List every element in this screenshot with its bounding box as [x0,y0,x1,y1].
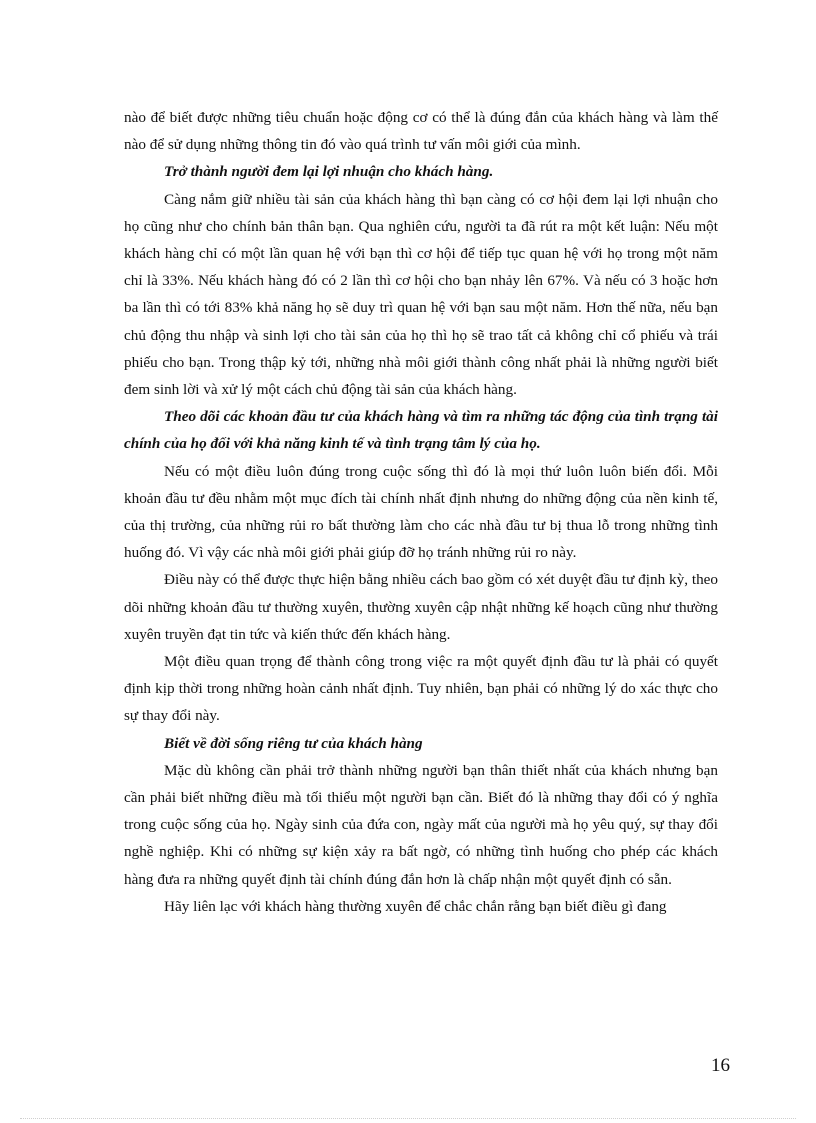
section-heading-monitor-investments: Theo dõi các khoản đầu tư của khách hàng và tìm ra những tác động của tình trạng tài chính của họ đối với khả năng kinh tế và tình trạng tâm lý của họ. [124,408,718,453]
section-heading-profit: Trở thành người đem lại lợi nhuận cho khách hàng. [164,163,494,181]
paragraph-10: Hãy liên lạc với khách hàng thường xuyên để chắc chắn rằng bạn biết điều gì đang [164,897,667,915]
page-bottom-divider [20,1118,796,1119]
body-text [124,104,718,920]
page-number: 16 [711,1055,730,1076]
paragraph-3: Càng nắm giữ nhiều tài sản của khách hàng thì bạn càng có cơ hội đem lại lợi nhuận cho họ cũng như cho chính bản thân bạn. Qua nghiên cứu, người ta đã rút ra một kết luận: Nếu một khách hàng chỉ có một lần quan hệ với bạn thì cơ hội để tiếp tục quan hệ với họ trong một năm chỉ là 33%. Nếu khách hàng đó có 2 lần thì cơ hội cho bạn nhảy lên 67%. Và nếu có 3 hoặc hơn ba lần thì có tới 83% khả năng họ sẽ duy trì quan hệ với bạn sau một năm. Hơn thế nữa, nếu bạn chủ động thu nhập và sinh lợi cho tài sản của họ thì họ sẽ trao tất cả không chỉ cổ phiếu và trái phiếu cho bạn. Trong thập kỷ tới, những nhà môi giới thành công nhất phải là những người biết đem sinh lời và xử lý một cách chủ động tài sản của khách hàng. [124,190,718,399]
paragraph-6: Điều này có thể được thực hiện bằng nhiều cách bao gồm có xét duyệt đầu tư định kỳ, theo dõi những khoản đầu tư thường xuyên, thường xuyên cập nhật những kế hoạch cũng như thường xuyên truyền đạt tin tức và kiến thức đến khách hàng. [124,571,718,643]
paragraph-5: Nếu có một điều luôn đúng trong cuộc sống thì đó là mọi thứ luôn luôn biến đổi. Mỗi khoản đầu tư đều nhằm một mục đích tài chính nhất định nhưng do những động của nền kinh tế, của thị trường, của những rủi ro bất thường làm cho các nhà đầu tư bị thua lỗ trong những tình huống đó. Vì vậy các nhà môi giới phải giúp đỡ họ tránh những rủi ro này. [124,462,718,562]
paragraph-9: Mặc dù không cần phải trở thành những người bạn thân thiết nhất của khách nhưng bạn cần phải biết những điều mà tối thiểu một người bạn cần. Biết đó là những thay đổi có ý nghĩa trong cuộc sống của họ. Ngày sinh của đứa con, ngày mất của người mà họ yêu quý, sự thay đổi nghề nghiệp. Khi có những sự kiện xảy ra bất ngờ, có những tình huống cho phép các khách hàng đưa ra những quyết định tài chính đúng đắn hơn là chấp nhận một quyết định có sẵn. [124,761,718,888]
paragraph-1: nào để biết được những tiêu chuẩn hoặc động cơ có thể là đúng đắn của khách hàng và làm thế nào để sử dụng những thông tin đó vào quá trình tư vấn môi giới của mình. [124,109,718,154]
section-heading-private-life: Biết về đời sống riêng tư của khách hàng [164,734,423,752]
paragraph-7: Một điều quan trọng để thành công trong việc ra một quyết định đầu tư là phải có quyết định kịp thời trong những hoàn cảnh nhất định. Tuy nhiên, bạn phải có những lý do xác thực cho sự thay đổi này. [124,653,718,725]
